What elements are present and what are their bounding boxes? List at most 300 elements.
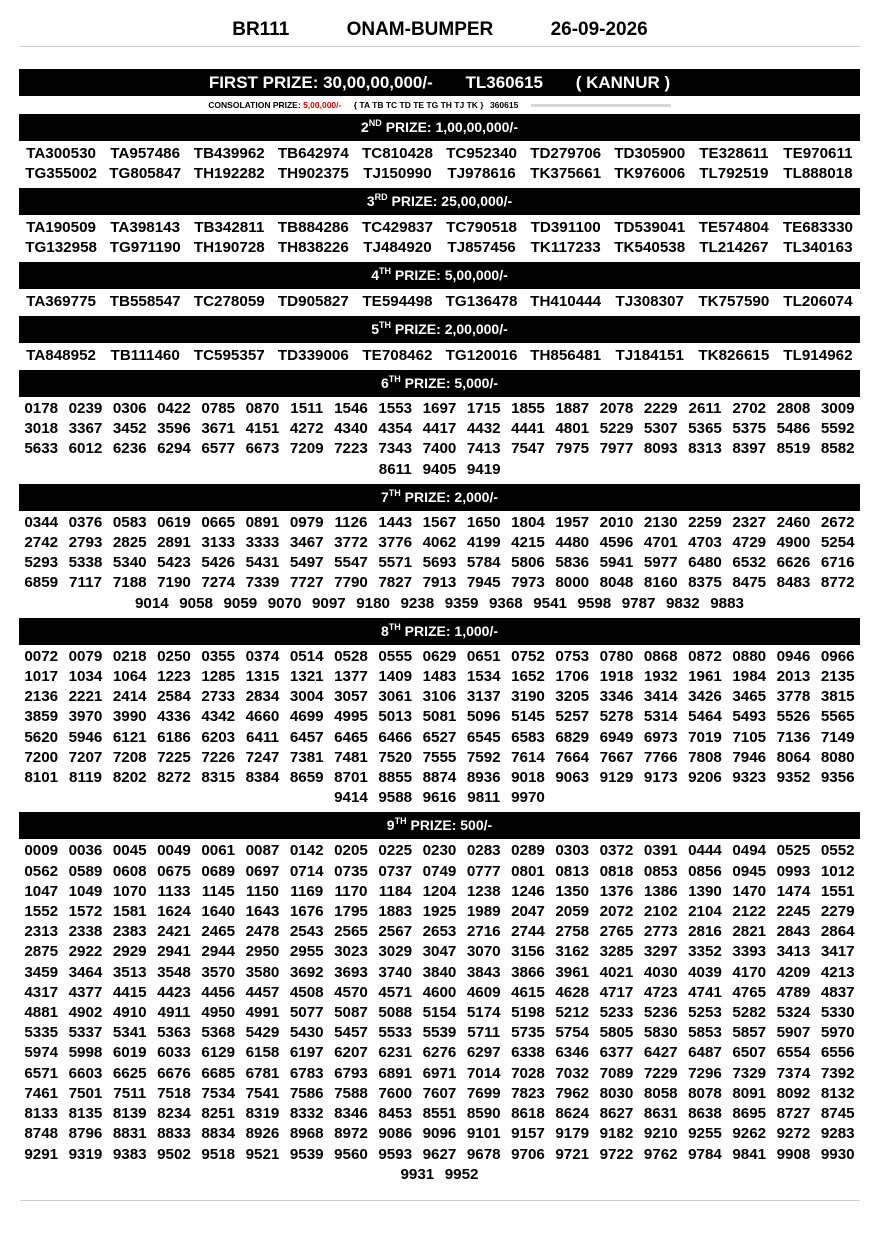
winning-number: 2136 <box>24 688 59 706</box>
winning-number: 5633 <box>24 440 59 458</box>
winning-number: 8659 <box>289 769 324 787</box>
winning-number: 7975 <box>555 440 590 458</box>
winning-number: 4699 <box>289 708 324 726</box>
winning-number: 7400 <box>422 440 457 458</box>
winning-number: 4717 <box>599 983 634 1001</box>
winning-number: 5533 <box>378 1024 413 1042</box>
winning-number: 5977 <box>643 554 678 572</box>
winning-number: 8119 <box>69 769 102 787</box>
winning-number: 5464 <box>688 708 722 726</box>
winning-number: 1474 <box>776 882 811 900</box>
winning-number: 9706 <box>511 1145 545 1163</box>
winning-number: 3004 <box>289 688 324 706</box>
winning-number: 4209 <box>776 963 811 981</box>
consolation-series: { TA TB TC TD TE TG TH TJ TK } <box>353 100 484 110</box>
ticket-number: TK540538 <box>614 239 686 256</box>
winning-number: 3548 <box>157 963 191 981</box>
ticket-number: TK976006 <box>614 165 686 182</box>
winning-number: 2875 <box>24 943 59 961</box>
winning-number: 0589 <box>68 862 103 880</box>
winning-number: 7607 <box>422 1084 457 1102</box>
winning-number: 2611 <box>688 400 722 417</box>
winning-number: 2313 <box>24 923 59 941</box>
winning-number: 4801 <box>555 420 590 438</box>
ticket-number: TJ150990 <box>363 165 432 182</box>
winning-number: 3596 <box>157 420 191 438</box>
winning-number: 5946 <box>68 728 103 746</box>
winning-number: 5857 <box>732 1024 767 1042</box>
winning-number: 8132 <box>820 1084 855 1102</box>
winning-number: 5254 <box>820 534 855 552</box>
winning-number: 1572 <box>68 903 103 921</box>
ticket-number: TA957486 <box>110 145 181 162</box>
winning-number: 5493 <box>732 708 767 726</box>
winning-number: 9356 <box>820 769 855 787</box>
winning-number: 5486 <box>776 420 811 438</box>
prize-ordinal-suffix: TH <box>388 621 401 632</box>
winning-number: 0993 <box>776 862 811 880</box>
winning-number: 4480 <box>555 534 590 552</box>
ticket-number: TA190509 <box>26 219 96 236</box>
winning-number: 4910 <box>112 1004 147 1022</box>
ticket-number: TE328611 <box>699 145 769 162</box>
winning-number: 6583 <box>511 728 545 746</box>
winning-number: 5229 <box>599 420 634 438</box>
winning-number: 0079 <box>68 647 103 665</box>
winning-number: 3205 <box>555 688 590 706</box>
winning-number: 7766 <box>643 748 678 766</box>
winning-number: 7600 <box>378 1084 413 1102</box>
winning-number: 7019 <box>688 728 722 746</box>
winning-number: 9097 <box>311 594 346 612</box>
winning-number: 6625 <box>112 1064 147 1082</box>
winning-number: 7296 <box>688 1064 722 1082</box>
winning-number: 5341 <box>112 1024 147 1042</box>
winning-number: 2104 <box>688 903 722 921</box>
winning-number: 5620 <box>24 728 59 746</box>
winning-number: 0651 <box>466 647 501 665</box>
winning-number: 2478 <box>245 923 280 941</box>
ticket-number: TE708462 <box>362 347 433 364</box>
ticket-number: TH192282 <box>193 165 265 182</box>
ticket-number: TA300530 <box>26 145 96 162</box>
winning-number: 4789 <box>776 983 811 1001</box>
winning-number: 4417 <box>422 420 457 438</box>
winning-number: 1184 <box>378 882 412 900</box>
winning-number: 1961 <box>688 668 722 686</box>
prize-ordinal: 2 <box>361 119 369 135</box>
winning-number: 0289 <box>511 842 545 860</box>
winning-number: 5565 <box>820 708 855 726</box>
winning-number: 2944 <box>201 943 236 961</box>
ticket-number: TC790518 <box>446 219 518 236</box>
winning-number: 9070 <box>267 594 302 612</box>
winning-number: 5592 <box>820 420 855 438</box>
winning-number: 8624 <box>555 1105 590 1123</box>
winning-number: 2758 <box>555 923 590 941</box>
winning-number: 8346 <box>334 1105 368 1123</box>
winning-number: 8627 <box>599 1105 634 1123</box>
winning-number: 8874 <box>422 769 457 787</box>
winning-number: 0525 <box>776 842 811 860</box>
winning-number: 0853 <box>643 862 678 880</box>
winning-number: 5338 <box>68 554 103 572</box>
winning-number: 4340 <box>334 420 368 438</box>
winning-number: 7614 <box>511 748 545 766</box>
winning-number: 8483 <box>776 574 811 592</box>
winning-number: 1795 <box>334 903 368 921</box>
ticket-number: TG805847 <box>109 165 182 182</box>
winning-number: 4062 <box>422 534 457 552</box>
winning-number: 6012 <box>68 440 103 458</box>
winning-number: 5253 <box>688 1004 722 1022</box>
winning-number: 5375 <box>732 420 767 438</box>
ticket-number: TH410444 <box>530 293 602 310</box>
winning-number: 0629 <box>422 647 457 665</box>
first-prize-label: FIRST PRIZE: 30,00,00,000/- <box>208 73 433 92</box>
prize-ordinal: 3 <box>366 193 375 209</box>
winning-number: 3465 <box>732 688 767 706</box>
ticket-number: TJ484920 <box>363 239 432 256</box>
winning-number: 3029 <box>378 943 413 961</box>
winning-number: 1640 <box>201 903 236 921</box>
winning-number: 4995 <box>334 708 368 726</box>
prize-sections <box>19 114 860 1189</box>
prize-ordinal: 8 <box>380 622 389 639</box>
winning-number: 7823 <box>511 1084 545 1102</box>
winning-number: 3023 <box>334 943 368 961</box>
winning-number: 1223 <box>157 668 191 686</box>
winning-number: 3464 <box>68 963 103 981</box>
winning-number: 0780 <box>599 647 634 665</box>
ticket-number: TB342811 <box>194 219 265 236</box>
ticket-number: TG355002 <box>25 165 97 182</box>
winning-number: 5330 <box>820 1004 855 1022</box>
winning-number: 6411 <box>246 728 279 746</box>
prize-ordinal: 4 <box>371 267 380 283</box>
winning-number: 9238 <box>400 594 435 612</box>
winning-number: 9502 <box>157 1145 191 1163</box>
winning-number: 7329 <box>732 1064 767 1082</box>
winning-number: 0178 <box>24 400 59 417</box>
winning-number: 5154 <box>422 1004 457 1022</box>
winning-number: 6973 <box>643 728 678 746</box>
winning-number: 9206 <box>688 769 722 787</box>
winning-number: 7117 <box>69 574 102 592</box>
winning-number: 1676 <box>289 903 324 921</box>
winning-number: 8611 <box>378 460 412 478</box>
winning-number: 1204 <box>422 882 457 900</box>
prize-ordinal: 6 <box>380 375 389 391</box>
prize-ordinal-suffix: ND <box>368 118 382 128</box>
winning-number: 4701 <box>643 534 678 552</box>
winning-number: 3815 <box>820 688 855 706</box>
winning-number: 4441 <box>511 420 545 438</box>
winning-number: 4741 <box>688 983 722 1001</box>
winning-number: 2716 <box>466 923 501 941</box>
winning-number: 2072 <box>599 903 634 921</box>
winning-number: 5198 <box>511 1004 545 1022</box>
winning-number: 3772 <box>334 534 368 552</box>
winning-number: 5853 <box>688 1024 722 1042</box>
winning-number: 6465 <box>334 728 368 746</box>
winning-number: 9101 <box>466 1125 501 1143</box>
winning-number: 1246 <box>511 882 545 900</box>
winning-number: 6158 <box>245 1044 280 1062</box>
winning-number: 3367 <box>68 420 103 438</box>
winning-number: 0697 <box>245 862 280 880</box>
winning-number: 2010 <box>599 513 634 531</box>
winning-number: 2221 <box>68 688 103 706</box>
winning-number: 7586 <box>289 1084 324 1102</box>
ticket-number: TL214267 <box>699 239 769 256</box>
winning-number: 2672 <box>820 513 855 531</box>
winning-number: 3859 <box>24 708 59 726</box>
winning-number: 2702 <box>732 400 767 417</box>
winning-number: 6466 <box>378 728 413 746</box>
winning-number: 5145 <box>511 708 545 726</box>
prize-numbers-8 <box>19 645 860 813</box>
winning-number: 1887 <box>555 400 590 417</box>
winning-number: 7973 <box>511 574 545 592</box>
winning-number: 8475 <box>732 574 767 592</box>
winning-number: 8384 <box>245 769 280 787</box>
winning-number: 0552 <box>820 842 855 860</box>
winning-number: 3190 <box>511 688 545 706</box>
winning-number: 5081 <box>422 708 457 726</box>
winning-number: 7945 <box>466 574 501 592</box>
winning-number: 6783 <box>289 1064 324 1082</box>
winning-number: 0036 <box>68 842 103 860</box>
winning-number: 8695 <box>732 1105 767 1123</box>
winning-number: 3452 <box>112 420 147 438</box>
winning-number: 0753 <box>555 647 590 665</box>
winning-number: 9521 <box>245 1145 280 1163</box>
ticket-number: TC429837 <box>361 219 433 236</box>
winning-number: 1321 <box>289 668 324 686</box>
winning-number: 5340 <box>112 554 147 572</box>
prize-numbers-2 <box>19 141 860 188</box>
winning-number: 0752 <box>511 647 545 665</box>
winning-number: 9179 <box>555 1125 590 1143</box>
prize-header-7 <box>19 484 860 511</box>
winning-number: 6427 <box>643 1044 678 1062</box>
winning-number: 9518 <box>201 1145 236 1163</box>
prize-header-4 <box>19 262 860 289</box>
winning-number: 7208 <box>112 748 147 766</box>
prize-header-8 <box>19 618 860 645</box>
winning-number: 3018 <box>24 420 59 438</box>
winning-number: 0494 <box>732 842 767 860</box>
winning-number: 6129 <box>201 1044 236 1062</box>
winning-number: 2047 <box>511 903 545 921</box>
winning-number: 4991 <box>245 1004 280 1022</box>
prize-amount: PRIZE: 1,000/- <box>404 622 499 639</box>
prize-numbers-7 <box>19 511 860 618</box>
prize-header-6 <box>19 370 860 397</box>
winning-number: 8160 <box>643 574 678 592</box>
winning-number: 0966 <box>820 647 855 665</box>
prize-numbers-4 <box>19 289 860 316</box>
footer-divider <box>20 1200 860 1201</box>
winning-number: 7089 <box>599 1064 634 1082</box>
winning-number: 7555 <box>422 748 457 766</box>
winning-number: 5974 <box>24 1044 59 1062</box>
winning-number: 1511 <box>290 400 324 417</box>
winning-number: 3156 <box>511 943 545 961</box>
winning-number: 3352 <box>688 943 722 961</box>
ticket-number: TJ857456 <box>447 239 516 256</box>
ticket-number: TA398143 <box>110 219 181 236</box>
winning-number: 3346 <box>599 688 634 706</box>
prize-amount: PRIZE: 5,00,000/- <box>394 267 508 283</box>
prize-header-3 <box>19 188 860 215</box>
winning-number: 8064 <box>776 748 811 766</box>
ticket-number: TD539041 <box>614 219 686 236</box>
winning-number: 8727 <box>776 1105 811 1123</box>
winning-number: 9952 <box>444 1165 479 1183</box>
winning-number: 2245 <box>776 903 811 921</box>
winning-number: 8397 <box>732 440 767 458</box>
winning-number: 4765 <box>732 983 767 1001</box>
winning-number: 3776 <box>378 534 413 552</box>
winning-number: 2816 <box>688 923 722 941</box>
prize-numbers-6 <box>19 397 860 484</box>
winning-number: 0514 <box>289 647 324 665</box>
winning-number: 1064 <box>112 668 147 686</box>
winning-number: 8772 <box>820 574 855 592</box>
winning-number: 9598 <box>577 594 612 612</box>
winning-number: 7962 <box>555 1084 590 1102</box>
ticket-number: TB884286 <box>277 219 349 236</box>
winning-number: 7790 <box>334 574 368 592</box>
winning-number: 1315 <box>245 668 280 686</box>
winning-number: 9291 <box>24 1145 59 1163</box>
winning-number: 7392 <box>820 1064 855 1082</box>
winning-number: 0355 <box>201 647 236 665</box>
winning-number: 2543 <box>289 923 324 941</box>
winning-number: 0049 <box>157 842 191 860</box>
winning-number: 1070 <box>112 882 147 900</box>
winning-number: 9129 <box>599 769 634 787</box>
winning-number: 0283 <box>466 842 501 860</box>
winning-number: 0945 <box>732 862 767 880</box>
winning-number: 5429 <box>245 1024 280 1042</box>
winning-number: 4215 <box>511 534 545 552</box>
winning-number: 7247 <box>245 748 280 766</box>
winning-number: 9762 <box>643 1145 678 1163</box>
winning-number: 8833 <box>157 1125 191 1143</box>
winning-number: 2733 <box>201 688 236 706</box>
winning-number: 5806 <box>511 554 545 572</box>
winning-number: 5307 <box>643 420 678 438</box>
ticket-number: TE970611 <box>783 145 853 162</box>
winning-number: 3285 <box>599 943 634 961</box>
winning-number: 0777 <box>466 862 501 880</box>
winning-number: 4660 <box>245 708 280 726</box>
winning-number: 6346 <box>555 1044 590 1062</box>
ticket-number: TE683330 <box>782 219 853 236</box>
winning-number: 8796 <box>68 1125 103 1143</box>
winning-number: 7207 <box>68 748 103 766</box>
winning-number: 1047 <box>24 882 59 900</box>
winning-number: 9811 <box>467 789 501 807</box>
winning-number: 8638 <box>688 1105 722 1123</box>
winning-number: 0306 <box>112 400 147 417</box>
winning-number: 3740 <box>378 963 413 981</box>
winning-number: 4615 <box>511 983 545 1001</box>
winning-number: 9096 <box>422 1125 457 1143</box>
winning-number: 0072 <box>24 647 59 665</box>
winning-number: 6556 <box>820 1044 855 1062</box>
winning-number: 5998 <box>68 1044 103 1062</box>
winning-number: 6236 <box>112 440 147 458</box>
winning-number: 3061 <box>378 688 413 706</box>
winning-number: 6294 <box>157 440 191 458</box>
winning-number: 6507 <box>732 1044 767 1062</box>
winning-number: 9616 <box>422 789 457 807</box>
winning-number: 1883 <box>378 903 413 921</box>
winning-number: 5278 <box>599 708 634 726</box>
winning-number: 0230 <box>422 842 457 860</box>
winning-number: 1169 <box>290 882 324 900</box>
winning-number: 0562 <box>24 862 59 880</box>
prize-header-9 <box>19 812 860 839</box>
winning-number: 8202 <box>112 769 147 787</box>
winning-number: 8315 <box>201 769 236 787</box>
winning-number: 4609 <box>466 983 501 1001</box>
winning-number: 5257 <box>555 708 590 726</box>
winning-number: 4729 <box>732 534 767 552</box>
winning-number: 3866 <box>511 963 545 981</box>
ticket-number: TL206074 <box>783 293 853 310</box>
winning-number: 1650 <box>466 513 501 531</box>
winning-number: 2922 <box>68 943 103 961</box>
winning-number: 7105 <box>732 728 767 746</box>
winning-number: 3580 <box>245 963 280 981</box>
winning-number: 3570 <box>201 963 236 981</box>
first-prize-bar <box>19 69 860 96</box>
winning-number: 2929 <box>112 943 147 961</box>
winning-number: 3778 <box>776 688 811 706</box>
consolation-prize-row <box>19 96 860 114</box>
winning-number: 8631 <box>643 1105 678 1123</box>
winning-number: 8831 <box>112 1125 147 1143</box>
winning-number: 2744 <box>511 923 545 941</box>
winning-number: 5324 <box>776 1004 811 1022</box>
prize-ordinal: 9 <box>386 817 395 834</box>
winning-number: 8135 <box>68 1105 103 1123</box>
winning-number: 7225 <box>157 748 191 766</box>
winning-number: 7518 <box>157 1084 191 1102</box>
ticket-number: TJ308307 <box>615 293 684 310</box>
winning-number: 0205 <box>334 842 368 860</box>
winning-number: 9931 <box>400 1165 435 1183</box>
winning-number: 2421 <box>157 923 191 941</box>
winning-number: 6207 <box>334 1044 368 1062</box>
winning-number: 1034 <box>68 668 103 686</box>
winning-number: 7664 <box>555 748 590 766</box>
winning-number: 1376 <box>599 882 634 900</box>
winning-number: 0250 <box>157 647 191 665</box>
winning-number: 7501 <box>68 1084 103 1102</box>
winning-number: 9323 <box>732 769 767 787</box>
winning-number: 1984 <box>732 668 767 686</box>
ticket-number: TD305900 <box>614 145 686 162</box>
winning-number: 8092 <box>776 1084 811 1102</box>
winning-number: 5236 <box>643 1004 678 1022</box>
winning-number: 0619 <box>157 513 191 531</box>
